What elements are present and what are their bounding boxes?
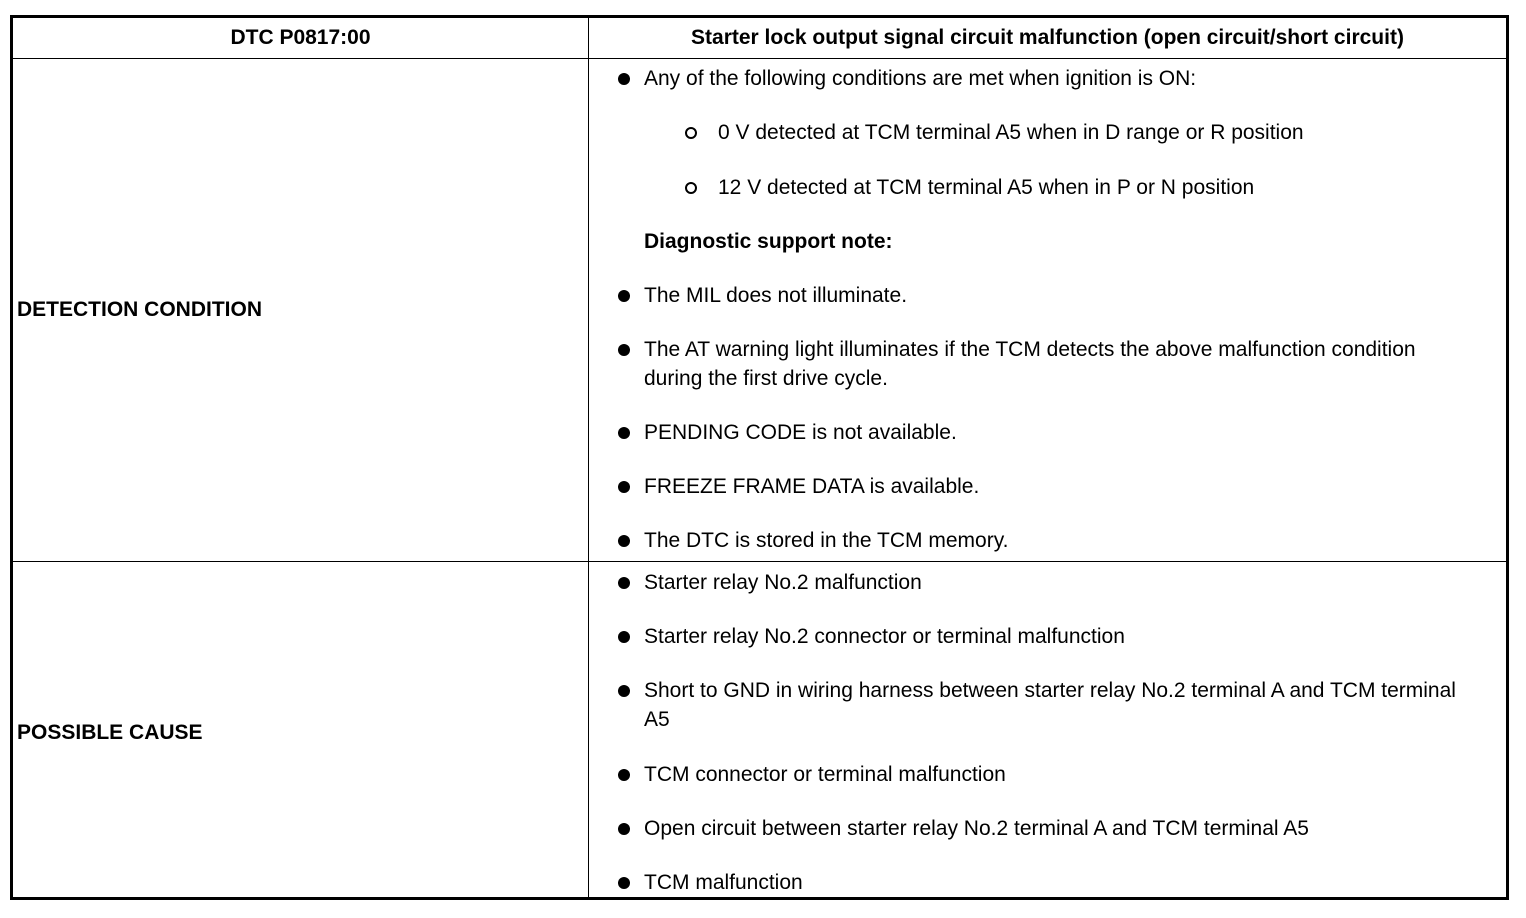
detection-sub-item (718, 118, 1478, 147)
dtc-description-header: Starter lock output signal circuit malfunction (open circuit/short circuit) (691, 26, 1404, 49)
bullet-icon (618, 344, 630, 356)
column-divider (588, 18, 589, 897)
detection-note-text: The AT warning light illuminates if the TCM detects the above malfunction condition during the first drive cycle. (644, 338, 1416, 390)
detection-note-item (644, 281, 1474, 310)
possible-cause-item (644, 868, 1474, 897)
detection-note-item (644, 472, 1474, 501)
possible-cause-text: Starter relay No.2 connector or terminal malfunction (644, 625, 1125, 648)
detection-note-item (644, 335, 1474, 393)
detection-sub-item-text: 12 V detected at TCM terminal A5 when in P or N position (718, 176, 1255, 199)
bullet-icon (618, 685, 630, 697)
dtc-code-header: DTC P0817:00 (230, 26, 371, 49)
bullet-icon (618, 577, 630, 589)
detection-note-text: The DTC is stored in the TCM memory. (644, 529, 1009, 552)
hollow-circle-icon (685, 127, 697, 139)
hollow-circle-icon (685, 182, 697, 194)
bullet-icon (618, 535, 630, 547)
detection-intro-text: Any of the following conditions are met when ignition is ON: (644, 67, 1197, 90)
possible-cause-item (644, 760, 1474, 789)
bullet-icon (618, 481, 630, 493)
possible-cause-item (644, 568, 1474, 597)
diagnostic-note-heading: Diagnostic support note: (644, 230, 893, 253)
possible-cause-text: Short to GND in wiring harness between starter relay No.2 terminal A and TCM terminal A5 (644, 679, 1456, 731)
header-divider (13, 58, 1506, 59)
possible-cause-text: TCM connector or terminal malfunction (644, 763, 1006, 786)
detection-intro-item (644, 64, 1474, 93)
detection-sub-item-text: 0 V detected at TCM terminal A5 when in D range or R position (718, 121, 1304, 144)
possible-cause-item (644, 622, 1474, 651)
bullet-icon (618, 769, 630, 781)
bullet-icon (618, 631, 630, 643)
detection-condition-label: DETECTION CONDITION (17, 298, 262, 321)
possible-cause-label: POSSIBLE CAUSE (17, 721, 203, 744)
bullet-icon (618, 290, 630, 302)
bullet-icon (618, 73, 630, 85)
possible-cause-text: Open circuit between starter relay No.2 terminal A and TCM terminal A5 (644, 817, 1309, 840)
row-divider (13, 561, 1506, 562)
possible-cause-text: TCM malfunction (644, 871, 803, 894)
bullet-icon (618, 877, 630, 889)
detection-note-text: PENDING CODE is not available. (644, 421, 957, 444)
possible-cause-text: Starter relay No.2 malfunction (644, 571, 922, 594)
possible-cause-item (644, 676, 1474, 734)
bullet-icon (618, 823, 630, 835)
bullet-icon (618, 427, 630, 439)
detection-note-item (644, 418, 1474, 447)
detection-note-text: FREEZE FRAME DATA is available. (644, 475, 980, 498)
detection-note-item (644, 526, 1474, 555)
detection-sub-item (718, 173, 1478, 202)
detection-note-text: The MIL does not illuminate. (644, 284, 908, 307)
possible-cause-item (644, 814, 1474, 843)
